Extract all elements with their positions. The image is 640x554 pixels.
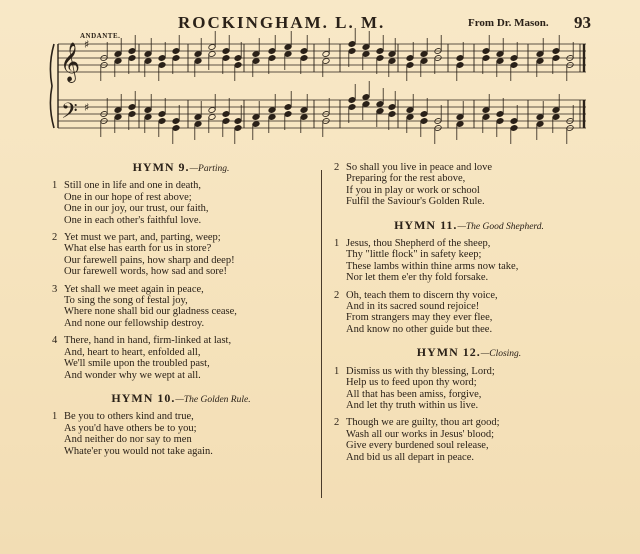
verse-number: 1 xyxy=(334,238,340,250)
verse-line: Yet shall we meet again in peace, xyxy=(64,283,204,295)
right-column xyxy=(334,160,604,469)
verse-line: Our farewell words, how sad and sore! xyxy=(64,266,227,278)
verse-line: What else has earth for us in store? xyxy=(64,243,212,255)
treble-key-sharp-icon: ♯ xyxy=(84,38,90,51)
music-notes xyxy=(100,28,574,144)
verse-line: Whate'er you would not take again. xyxy=(64,445,213,457)
verse-line: Our farewell pains, how sharp and deep! xyxy=(64,254,235,266)
verse-number: 2 xyxy=(334,417,340,429)
hymn-11-stanza-1 xyxy=(334,238,604,284)
hymn-12-number: HYMN 12. xyxy=(416,345,481,360)
verse-number: 1 xyxy=(52,411,58,423)
hymn-12-subtitle: —Closing. xyxy=(480,349,522,360)
music-score xyxy=(0,0,640,160)
verse-line: Fulfil the Saviour's Golden Rule. xyxy=(346,196,485,208)
verse-line: One in our joy, our trust, our faith, xyxy=(64,203,209,215)
page-number: 93 xyxy=(574,13,591,32)
verse-number: 1 xyxy=(334,365,340,377)
tune-title: ROCKINGHAM. L. M. xyxy=(178,13,386,32)
hymn-10-stanza-1 xyxy=(52,411,310,457)
verse-number: 2 xyxy=(334,162,340,173)
hymn-10-heading xyxy=(52,390,310,406)
verse-number: 1 xyxy=(52,180,58,192)
verse-number: 2 xyxy=(52,232,58,244)
verse-line: Though we are guilty, thou art good; xyxy=(346,417,500,429)
hymn-12-heading xyxy=(334,347,604,360)
verse-line: And neither do nor say to men xyxy=(64,434,192,446)
verse-line: Where none shall bid our gladness cease, xyxy=(64,306,237,318)
verse-line: Dismiss us with thy blessing, Lord; xyxy=(346,365,495,377)
hymn-10-number: HYMN 10. xyxy=(111,390,176,405)
hymn-10-subtitle: —The Golden Rule. xyxy=(175,394,251,405)
verse-line: Yet must we part, and, parting, weep; xyxy=(64,232,221,244)
verse-line: And know no other guide but thee. xyxy=(346,323,493,335)
hymn-9-stanza-4 xyxy=(52,335,310,381)
verse-line: And wonder why we wept at all. xyxy=(64,369,201,381)
verse-line: We'll smile upon the troubled past, xyxy=(64,358,210,370)
verse-line: Jesus, thou Shepherd of the sheep, xyxy=(346,238,491,250)
hymn-11-subtitle: —The Good Shepherd. xyxy=(457,221,544,232)
system-brace xyxy=(50,44,58,128)
hymn-9-number: HYMN 9. xyxy=(132,160,190,174)
verse-line: Nor let them e'er thy fold forsake. xyxy=(346,272,489,284)
verse-line: And in its sacred sound rejoice! xyxy=(346,301,480,313)
hymn-11-stanza-2 xyxy=(334,290,604,336)
hymn-9-subtitle: —Parting. xyxy=(189,164,230,174)
verse-line: And none our fellowship destroy. xyxy=(64,317,205,329)
hymn-9-heading xyxy=(52,162,310,175)
verse-line: Give every burdened soul release, xyxy=(346,440,489,452)
verse-line: Wash all our works in Jesus' blood; xyxy=(346,428,495,440)
verse-line: Thy "little flock" in safety keep; xyxy=(346,249,482,261)
hymn-11-number: HYMN 11. xyxy=(394,217,458,232)
hymn-12-stanza-1 xyxy=(334,366,604,412)
hymn-9-stanza-2 xyxy=(52,232,310,278)
verse-line: And, heart to heart, enfolded all, xyxy=(64,346,201,358)
verse-line: There, hand in hand, firm-linked at last, xyxy=(64,335,232,347)
verse-line: Help us to feed upon thy word; xyxy=(346,377,477,389)
verse-line: From strangers may they ever flee, xyxy=(346,312,493,324)
hymn-9-stanza-1 xyxy=(52,180,310,226)
verse-line: And let thy truth within us live. xyxy=(346,399,479,411)
hymn-9-stanza-3 xyxy=(52,284,310,330)
verse-line: As you'd have others be to you; xyxy=(64,422,197,434)
verse-line: One in each other's faithful love. xyxy=(64,214,202,226)
hymn-12-stanza-2 xyxy=(334,417,604,463)
verse-line: If you in play or work or school xyxy=(346,184,480,196)
bass-clef-icon: 𝄢 xyxy=(61,99,78,129)
column-divider xyxy=(321,170,322,498)
verse-line: And bid us all depart in peace. xyxy=(346,451,474,463)
verse-line: To sing the song of festal joy, xyxy=(64,295,188,307)
treble-clef-icon: 𝄞 xyxy=(60,42,81,82)
bass-staff xyxy=(58,100,586,128)
verse-line: Be you to others kind and true, xyxy=(64,411,194,423)
verse-number: 2 xyxy=(334,289,340,301)
verse-line: One in our hope of rest above; xyxy=(64,191,192,203)
left-column xyxy=(52,160,310,463)
tempo-marking: ANDANTE. xyxy=(80,32,121,40)
verse-line: Still one in life and one in death, xyxy=(64,180,202,192)
verse-number: 3 xyxy=(52,283,58,295)
verse-number: 4 xyxy=(52,335,58,347)
bass-key-sharp-icon: ♯ xyxy=(84,101,90,114)
verse-line: These lambs within thine arms now take, xyxy=(346,260,519,272)
tune-source: From Dr. Mason. xyxy=(468,17,549,29)
verse-line: All that has been amiss, forgive, xyxy=(346,388,482,400)
verse-line: Preparing for the rest above, xyxy=(346,173,466,185)
hymn-11-heading xyxy=(334,217,604,233)
hymn-10-stanza-2 xyxy=(334,162,604,208)
treble-staff xyxy=(58,44,586,72)
verse-line: Oh, teach them to discern thy voice, xyxy=(346,289,498,301)
verse-line: So shall you live in peace and love xyxy=(346,162,493,173)
